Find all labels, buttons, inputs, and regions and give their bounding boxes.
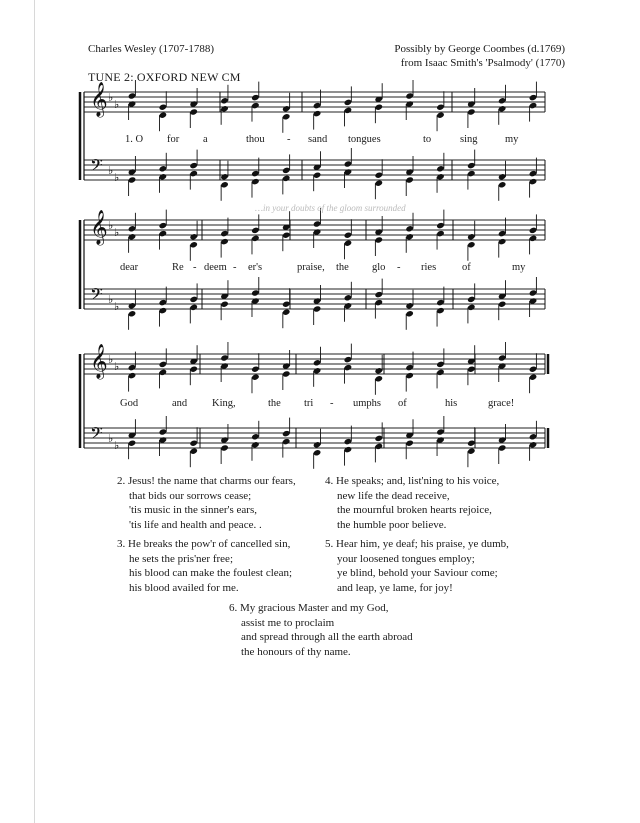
flat-icon: ♭: [114, 98, 120, 111]
lyric-syllable: sing: [460, 134, 478, 145]
scan-margin-line: [34, 0, 35, 823]
verse-line: He speaks; and, list'ning to his voice,: [336, 475, 500, 487]
lyric-syllable: the: [336, 262, 349, 273]
lyric-hyphen: -: [287, 134, 291, 145]
lyric-syllable: tri: [304, 398, 314, 409]
verse-4: [325, 474, 555, 532]
lyric-syllable: my: [512, 262, 526, 273]
lyric-hyphen: -: [330, 398, 334, 409]
flat-icon: ♭: [114, 439, 120, 452]
verse-line: Jesus! the name that charms our fears,: [128, 475, 296, 487]
verse-3: [117, 537, 317, 595]
bass-clef-icon: 𝄢: [90, 155, 103, 179]
lyric-syllable: a: [203, 134, 208, 145]
verse-line: your loosened tongues employ;: [337, 552, 475, 565]
composer-credit-line2: from Isaac Smith's 'Psalmody' (1770): [400, 57, 565, 69]
verse-number: 3.: [117, 538, 126, 550]
flat-icon: ♭: [108, 91, 114, 104]
verse-line: 'tis music in the sinner's ears,: [129, 504, 257, 516]
lyric-syllable: the: [268, 398, 281, 409]
lyric-syllable: my: [505, 134, 519, 145]
author-credit: Charles Wesley (1707-1788): [88, 43, 214, 55]
verse-number: 4.: [325, 475, 334, 487]
verse-line: the honours of thy name.: [241, 645, 351, 658]
lyric-hyphen: -: [193, 262, 197, 273]
treble-clef-icon: 𝄞: [90, 210, 108, 245]
verse-line: and spread through all the earth abroad: [241, 631, 413, 643]
verse-number: 6.: [229, 602, 238, 614]
lyric-syllable: his: [445, 398, 458, 409]
verse-line: new life the dead receive,: [337, 489, 450, 502]
flat-icon: ♭: [108, 164, 114, 177]
lyric-syllable: Re: [172, 262, 184, 273]
lyric-hyphen: -: [397, 262, 401, 273]
verse-2: [117, 474, 317, 532]
composer-credit-line1: Possibly by George Coombes (d.1769): [394, 43, 565, 55]
treble-clef-icon: 𝄞: [90, 82, 108, 117]
verse-line: the humble poor believe.: [337, 518, 447, 531]
verse-6: [229, 601, 469, 659]
lyric-syllable: thou: [246, 134, 265, 145]
verse-line: assist me to proclaim: [241, 616, 335, 629]
treble-clef-icon: 𝄞: [90, 344, 108, 379]
lyric-syllable: dear: [120, 262, 139, 273]
verse-number: 2.: [117, 475, 126, 487]
lyric-syllable: 1. O: [125, 134, 144, 145]
lyric-syllable: deem: [204, 262, 227, 273]
bass-clef-icon: 𝄢: [90, 284, 103, 308]
lyric-syllable: for: [167, 134, 180, 145]
lyric-syllable: of: [398, 398, 407, 409]
flat-icon: ♭: [114, 171, 120, 184]
verse-line: the mournful broken hearts rejoice,: [337, 504, 492, 516]
verse-line: He breaks the pow'r of cancelled sin,: [128, 538, 291, 550]
lyric-hyphen: -: [233, 262, 237, 273]
verse-line: he sets the pris'ner free;: [129, 552, 233, 565]
verse-line: his blood availed for me.: [129, 581, 239, 594]
verse-line: ye blind, behold your Saviour come;: [337, 567, 498, 579]
lyric-syllable: King,: [212, 398, 236, 409]
tune-title: TUNE 2: OXFORD NEW CM: [88, 70, 241, 84]
verse-line: My gracious Master and my God,: [240, 602, 389, 614]
verse-line: 'tis life and health and peace. .: [129, 518, 262, 531]
lyric-syllable: God: [120, 398, 139, 409]
lyric-syllable: tongues: [348, 134, 381, 145]
flat-icon: ♭: [108, 432, 114, 445]
lyric-syllable: er's: [248, 262, 263, 273]
flat-icon: ♭: [114, 226, 120, 239]
lyric-syllable: to: [423, 134, 432, 145]
flat-icon: ♭: [108, 353, 114, 366]
verse-number: 5.: [325, 538, 334, 550]
lyric-syllable: and: [172, 398, 188, 409]
flat-icon: ♭: [108, 219, 114, 232]
verse-line: and leap, ye lame, for joy!: [337, 581, 453, 594]
lyric-syllable: umphs: [353, 398, 382, 409]
lyric-syllable: of: [462, 262, 471, 273]
flat-icon: ♭: [114, 300, 120, 313]
lyric-syllable: praise,: [297, 262, 325, 273]
lyric-syllable: grace!: [488, 398, 515, 409]
lyric-syllable: ries: [421, 262, 437, 273]
lyric-syllable: sand: [308, 134, 328, 145]
verse-line: that bids our sorrows cease;: [129, 489, 252, 502]
flat-icon: ♭: [108, 293, 114, 306]
lyric-syllable: glo: [372, 262, 386, 273]
flat-icon: ♭: [114, 360, 120, 373]
bass-clef-icon: 𝄢: [90, 423, 103, 447]
verse-5: [325, 537, 555, 595]
verse-line: Hear him, ye deaf; his praise, ye dumb,: [336, 538, 509, 550]
faint-text: …in your doubts of the gloom surrounded: [255, 203, 406, 213]
verse-line: his blood can make the foulest clean;: [129, 567, 293, 579]
